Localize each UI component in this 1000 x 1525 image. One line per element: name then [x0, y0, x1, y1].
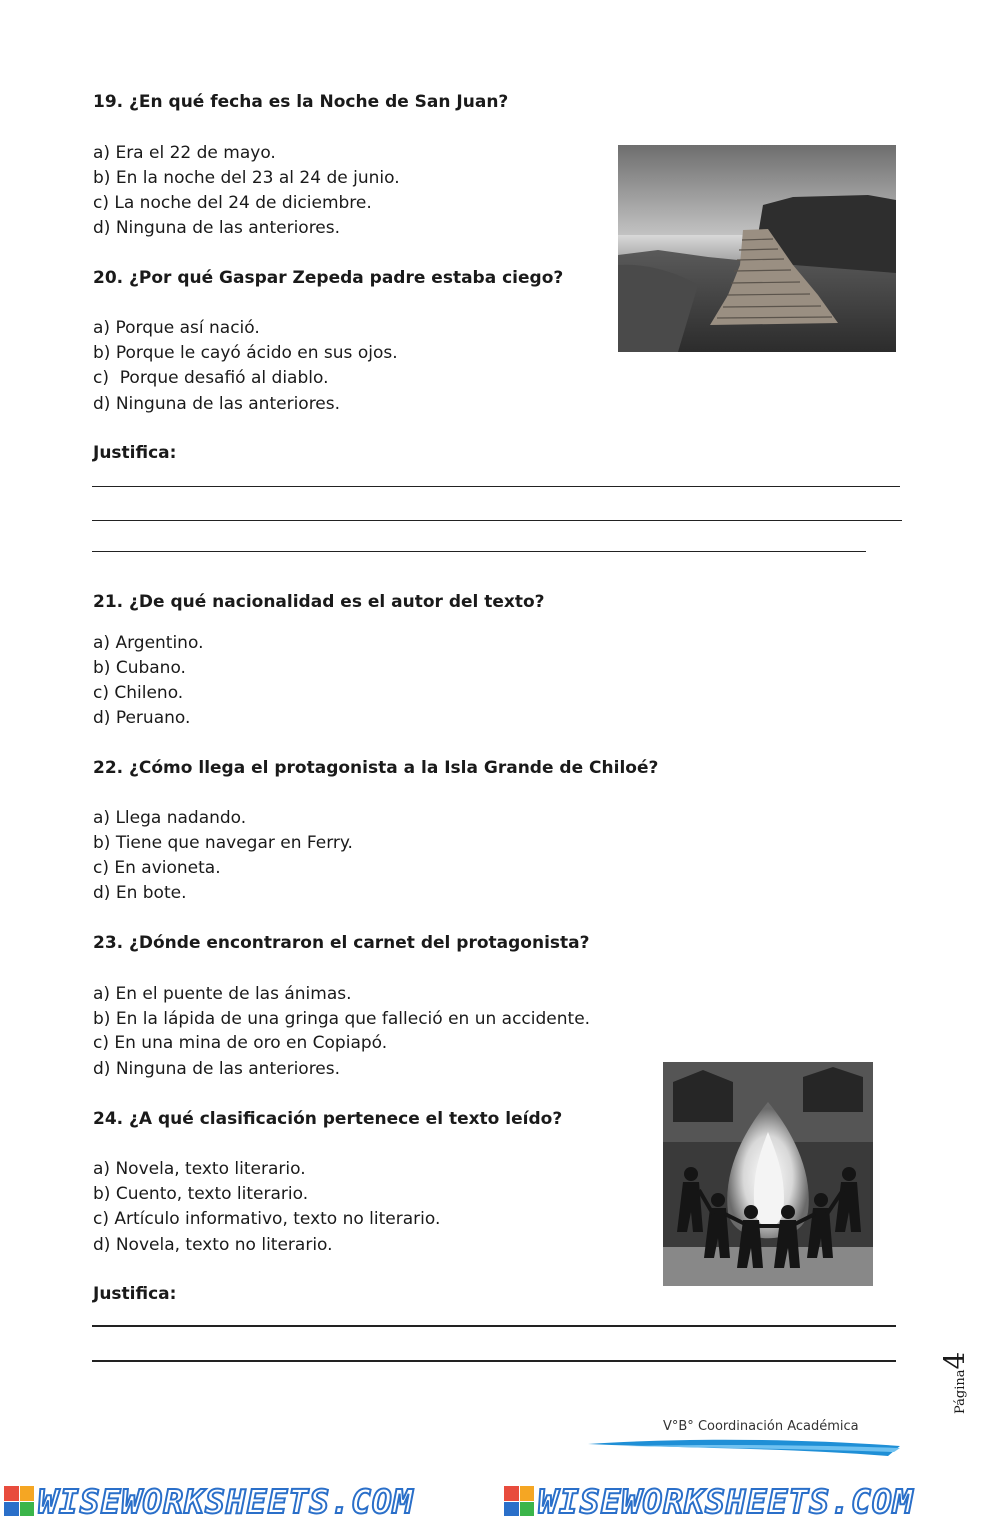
coordination-label: V°B° Coordinación Académica	[663, 1419, 859, 1434]
question-19-option-b: b) En la noche del 23 al 24 de junio.	[93, 168, 400, 188]
wiseworksheets-logo-icon	[504, 1486, 534, 1516]
question-23-option-c: c) En una mina de oro en Copiapó.	[93, 1033, 388, 1053]
brand-text: WISEWORKSHEETS.COM	[538, 1481, 914, 1521]
question-24-option-c: c) Artículo informativo, texto no literario.	[93, 1209, 441, 1229]
question-21-option-c: c) Chileno.	[93, 683, 184, 703]
question-19-option-c: c) La noche del 24 de diciembre.	[93, 193, 372, 213]
question-20-option-b: b) Porque le cayó ácido en sus ojos.	[93, 343, 398, 363]
question-19-title: 19. ¿En qué fecha es la Noche de San Juan?	[93, 92, 509, 112]
answer-line[interactable]	[92, 1360, 896, 1362]
question-20-option-a: a) Porque así nació.	[93, 318, 260, 338]
question-21-option-d: d) Peruano.	[93, 708, 191, 728]
question-23-option-b: b) En la lápida de una gringa que falleció en un accidente.	[93, 1009, 591, 1029]
question-21-option-a: a) Argentino.	[93, 633, 204, 653]
justifica-label-1: Justifica:	[93, 443, 177, 463]
answer-line[interactable]	[92, 486, 900, 487]
answer-line[interactable]	[92, 520, 902, 521]
page-label: Página	[953, 1369, 968, 1414]
page-number	[938, 1330, 988, 1420]
bridge-photo	[618, 145, 896, 352]
question-24-title: 24. ¿A qué clasificación pertenece el texto leído?	[93, 1109, 563, 1129]
question-24-option-b: b) Cuento, texto literario.	[93, 1184, 309, 1204]
blue-swoosh	[588, 1436, 900, 1460]
wiseworksheets-logo-icon	[4, 1486, 34, 1516]
footer-watermark	[0, 1478, 1000, 1525]
answer-line[interactable]	[92, 551, 866, 552]
answer-line[interactable]	[92, 1325, 896, 1327]
question-23-title: 23. ¿Dónde encontraron el carnet del protagonista?	[93, 933, 590, 953]
question-23-option-d: d) Ninguna de las anteriores.	[93, 1059, 341, 1079]
question-22-option-a: a) Llega nadando.	[93, 808, 247, 828]
question-21-option-b: b) Cubano.	[93, 658, 186, 678]
brand-mark	[4, 1481, 414, 1521]
question-20-option-d: d) Ninguna de las anteriores.	[93, 394, 341, 414]
question-22-option-b: b) Tiene que navegar en Ferry.	[93, 833, 353, 853]
question-24-option-d: d) Novela, texto no literario.	[93, 1235, 333, 1255]
brand-mark	[504, 1481, 914, 1521]
question-20-title: 20. ¿Por qué Gaspar Zepeda padre estaba ciego?	[93, 268, 564, 288]
question-20-option-c: c) Porque desafió al diablo.	[93, 368, 329, 388]
question-21-title: 21. ¿De qué nacionalidad es el autor del texto?	[93, 592, 545, 612]
question-19-option-a: a) Era el 22 de mayo.	[93, 143, 276, 163]
question-22-option-c: c) En avioneta.	[93, 858, 221, 878]
question-19-option-d: d) Ninguna de las anteriores.	[93, 218, 341, 238]
page-number-value: 4	[938, 1351, 971, 1370]
justifica-label-2: Justifica:	[93, 1284, 177, 1304]
bonfire-illustration	[663, 1062, 873, 1286]
question-24-option-a: a) Novela, texto literario.	[93, 1159, 306, 1179]
question-22-title: 22. ¿Cómo llega el protagonista a la Isla Grande de Chiloé?	[93, 758, 659, 778]
question-23-option-a: a) En el puente de las ánimas.	[93, 984, 352, 1004]
question-22-option-d: d) En bote.	[93, 883, 187, 903]
brand-text: WISEWORKSHEETS.COM	[38, 1481, 414, 1521]
